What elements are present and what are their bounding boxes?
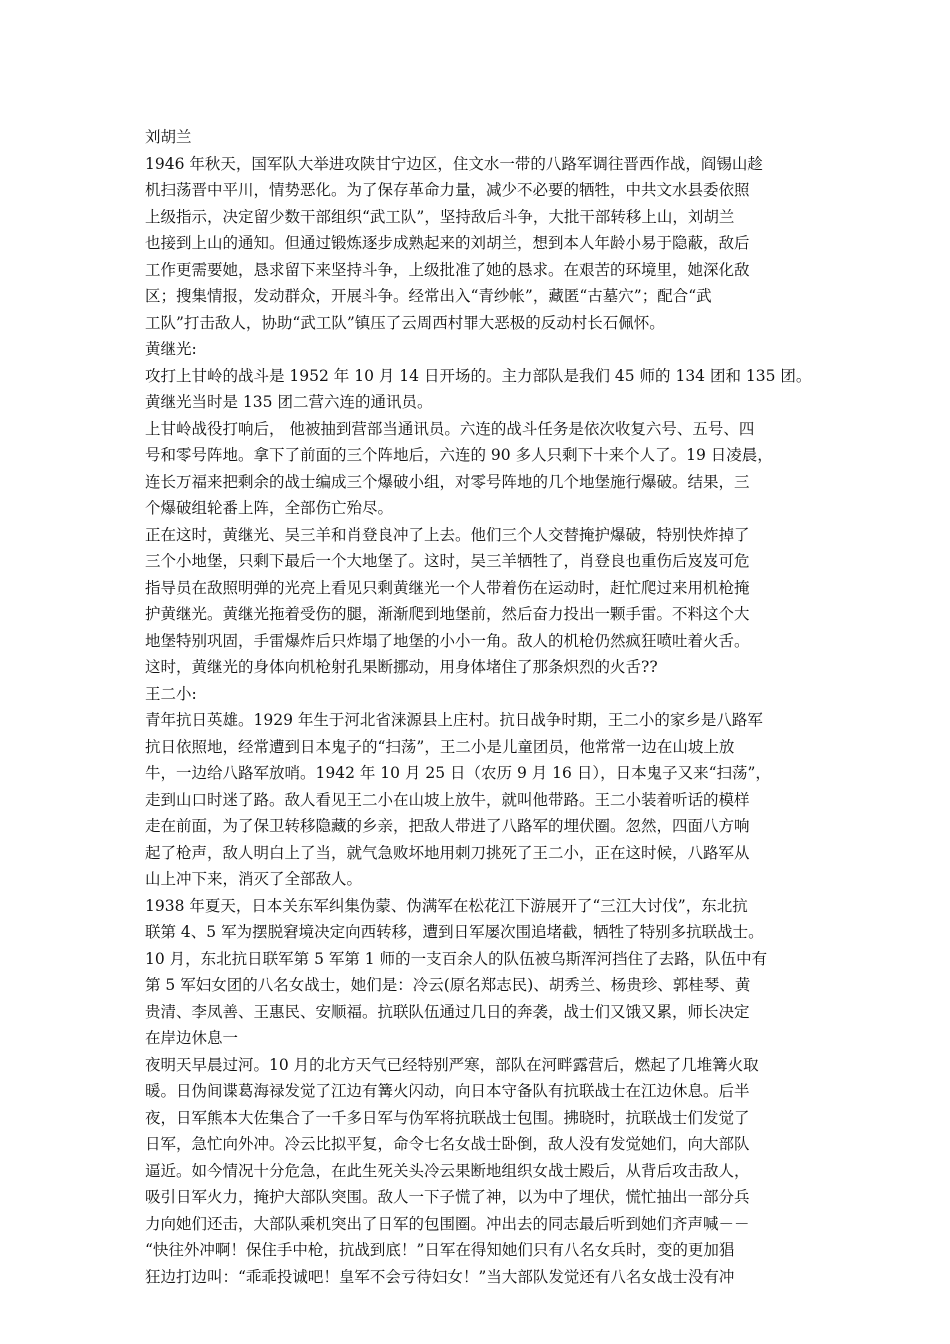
document-body (145, 124, 815, 1290)
text-line: 贵清、李凤善、王惠民、安顺福。抗联队伍通过几日的奔袭，战士们又饿又累，师长决定 (145, 1002, 750, 1021)
text-line: 1938 年夏天，日本关东军纠集伪蒙、伪满军在松花江下游展开了“三江大讨伐”，东北抗 (145, 896, 748, 915)
text-line: 三个小地堡，只剩下最后一个大地堡了。这时，吴三羊牺牲了，肖登良也重伤后岌岌可危 (145, 552, 750, 570)
text-line: 日军，急忙向外冲。冷云比拟平复，命令七名女战士卧倒，敌人没有发觉她们，向大部队 (145, 1135, 750, 1153)
text-line: 上级指示，决定留少数干部组织“武工队”，坚持敌后斗争，大批干部转移上山，刘胡兰 (145, 207, 735, 226)
text-line: 攻打上甘岭的战斗是 1952 年 10 月 14 日开场的。主力部队是我们 45 师的 134 团和 135 团。 (145, 366, 812, 385)
text-line: 正在这时，黄继光、吴三羊和肖登良冲了上去。他们三个人交替掩护爆破，特别快炸掉了 (145, 525, 750, 544)
text-line: 逼近。如今情况十分危急，在此生死关头冷云果断地组织女战士殿后，从背后攻击敌人， (145, 1161, 750, 1180)
text-line: 黄继光: (145, 340, 197, 358)
text-line: 机扫荡晋中平川，情势恶化。为了保存革命力量，减少不必要的牺牲，中共文水县委依照 (145, 181, 750, 199)
text-line: 起了枪声，敌人明白上了当，就气急败坏地用刺刀挑死了王二小，正在这时候，八路军从 (145, 843, 750, 862)
text-line: 刘胡兰 (145, 128, 192, 146)
text-line: 10 月，东北抗日联军第 5 军第 1 师的一支百余人的队伍被乌斯浑河挡住了去路，队伍中有 (145, 949, 768, 968)
text-line: 也接到上山的通知。但通过锻炼逐步成熟起来的刘胡兰，想到本人年龄小易于隐蔽，敌后 (145, 234, 750, 252)
text-line: 夜明天早晨过河。10 月的北方天气已经特别严寒，部队在河畔露营后，燃起了几堆篝火取 (145, 1055, 759, 1074)
text-line: 暖。日伪间谍葛海禄发觉了江边有篝火闪动，向日本守备队有抗联战士在江边休息。后半 (145, 1082, 750, 1100)
text-line: 工队”打击敌人，协助“武工队”镇压了云周西村罪大恶极的反动村长石佩怀。 (145, 313, 665, 332)
text-line: 地堡特别巩固，手雷爆炸后只炸塌了地堡的小小一角。敌人的机枪仍然疯狂喷吐着火舌。 (145, 631, 750, 650)
text-line: 1946 年秋天，国军队大举进攻陕甘宁边区，住文水一带的八路军调往晋西作战，阎锡山趁 (145, 154, 763, 173)
text-line: 护黄继光。黄继光拖着受伤的腿，渐渐爬到地堡前，然后奋力投出一颗手雷。不料这个大 (145, 605, 750, 623)
text-section (145, 336, 815, 681)
text-section (145, 124, 815, 336)
text-line: 号和零号阵地。拿下了前面的三个阵地后，六连的 90 多人只剩下十来个人了。19 日凌晨， (145, 446, 773, 464)
text-line: 黄继光当时是 135 团二营六连的通讯员。 (145, 393, 433, 411)
text-line: 走到山口时迷了路。敌人看见王二小在山坡上放牛，就叫他带路。王二小装着听话的模样 (145, 790, 750, 809)
text-line: “快往外冲啊！保住手中枪，抗战到底！”日军在得知她们只有八名女兵时，变的更加猖 (145, 1241, 735, 1259)
text-section (145, 893, 815, 1291)
text-line: 工作更需要她，恳求留下来坚持斗争，上级批准了她的恳求。在艰苦的环境里，她深化敌 (145, 260, 750, 279)
text-line: 指导员在敌照明弹的光亮上看见只剩黄继光一个人带着伤在运动时，赶忙爬过来用机枪掩 (145, 578, 750, 597)
text-line: 第 5 军妇女团的八名女战士，她们是：冷云(原名郑志民)、胡秀兰、杨贵珍、郭桂琴、黄 (145, 976, 751, 994)
text-line: 走在前面，为了保卫转移隐藏的乡亲，把敌人带进了八路军的埋伏圈。忽然，四面八方响 (145, 817, 750, 835)
text-line: 力向她们还击，大部队乘机突出了日军的包围圈。冲出去的同志最后听到她们齐声喊－－ (145, 1214, 750, 1233)
text-line: 连长万福来把剩余的战士编成三个爆破小组，对零号阵地的几个地堡施行爆破。结果，三 (145, 472, 750, 491)
text-line: 这时，黄继光的身体向机枪射孔果断挪动，用身体堵住了那条炽烈的火舌?? (145, 658, 658, 676)
text-line: 上甘岭战役打响后， 他被抽到营部当通讯员。六连的战斗任务是依次收复六号、五号、四 (145, 419, 755, 438)
text-line: 抗日依照地，经常遭到日本鬼子的“扫荡”，王二小是儿童团员，他常常一边在山坡上放 (145, 737, 735, 756)
text-line: 青年抗日英雄。1929 年生于河北省涞源县上庄村。抗日战争时期，王二小的家乡是八路军 (145, 711, 763, 729)
text-section (145, 681, 815, 893)
text-line: 个爆破组轮番上阵，全部伤亡殆尽。 (145, 499, 394, 517)
text-line: 区；搜集情报，发动群众，开展斗争。经常出入“青纱帐”，藏匿“古墓穴”；配合“武 (145, 287, 712, 305)
text-line: 牛，一边给八路军放哨。1942 年 10 月 25 日（农历 9 月 16 日），日本鬼子又来“扫荡”， (145, 764, 771, 782)
text-line: 夜，日军熊本大佐集合了一千多日军与伪军将抗联战士包围。拂晓时，抗联战士们发觉了 (145, 1108, 750, 1127)
text-line: 在岸边休息一 (145, 1029, 239, 1047)
text-line: 联第 4、5 军为摆脱窘境决定向西转移，遭到日军屡次围追堵截，牺牲了特别多抗联战士。 (145, 923, 764, 941)
text-line: 吸引日军火力，掩护大部队突围。敌人一下子慌了神，以为中了埋伏，慌忙抽出一部分兵 (145, 1188, 750, 1206)
text-line: 王二小: (145, 684, 197, 703)
text-line: 山上冲下来，消灭了全部敌人。 (145, 870, 363, 888)
text-line: 狂边打边叫：“乖乖投诚吧！皇军不会亏待妇女！”当大部队发觉还有八名女战士没有冲 (145, 1267, 735, 1286)
